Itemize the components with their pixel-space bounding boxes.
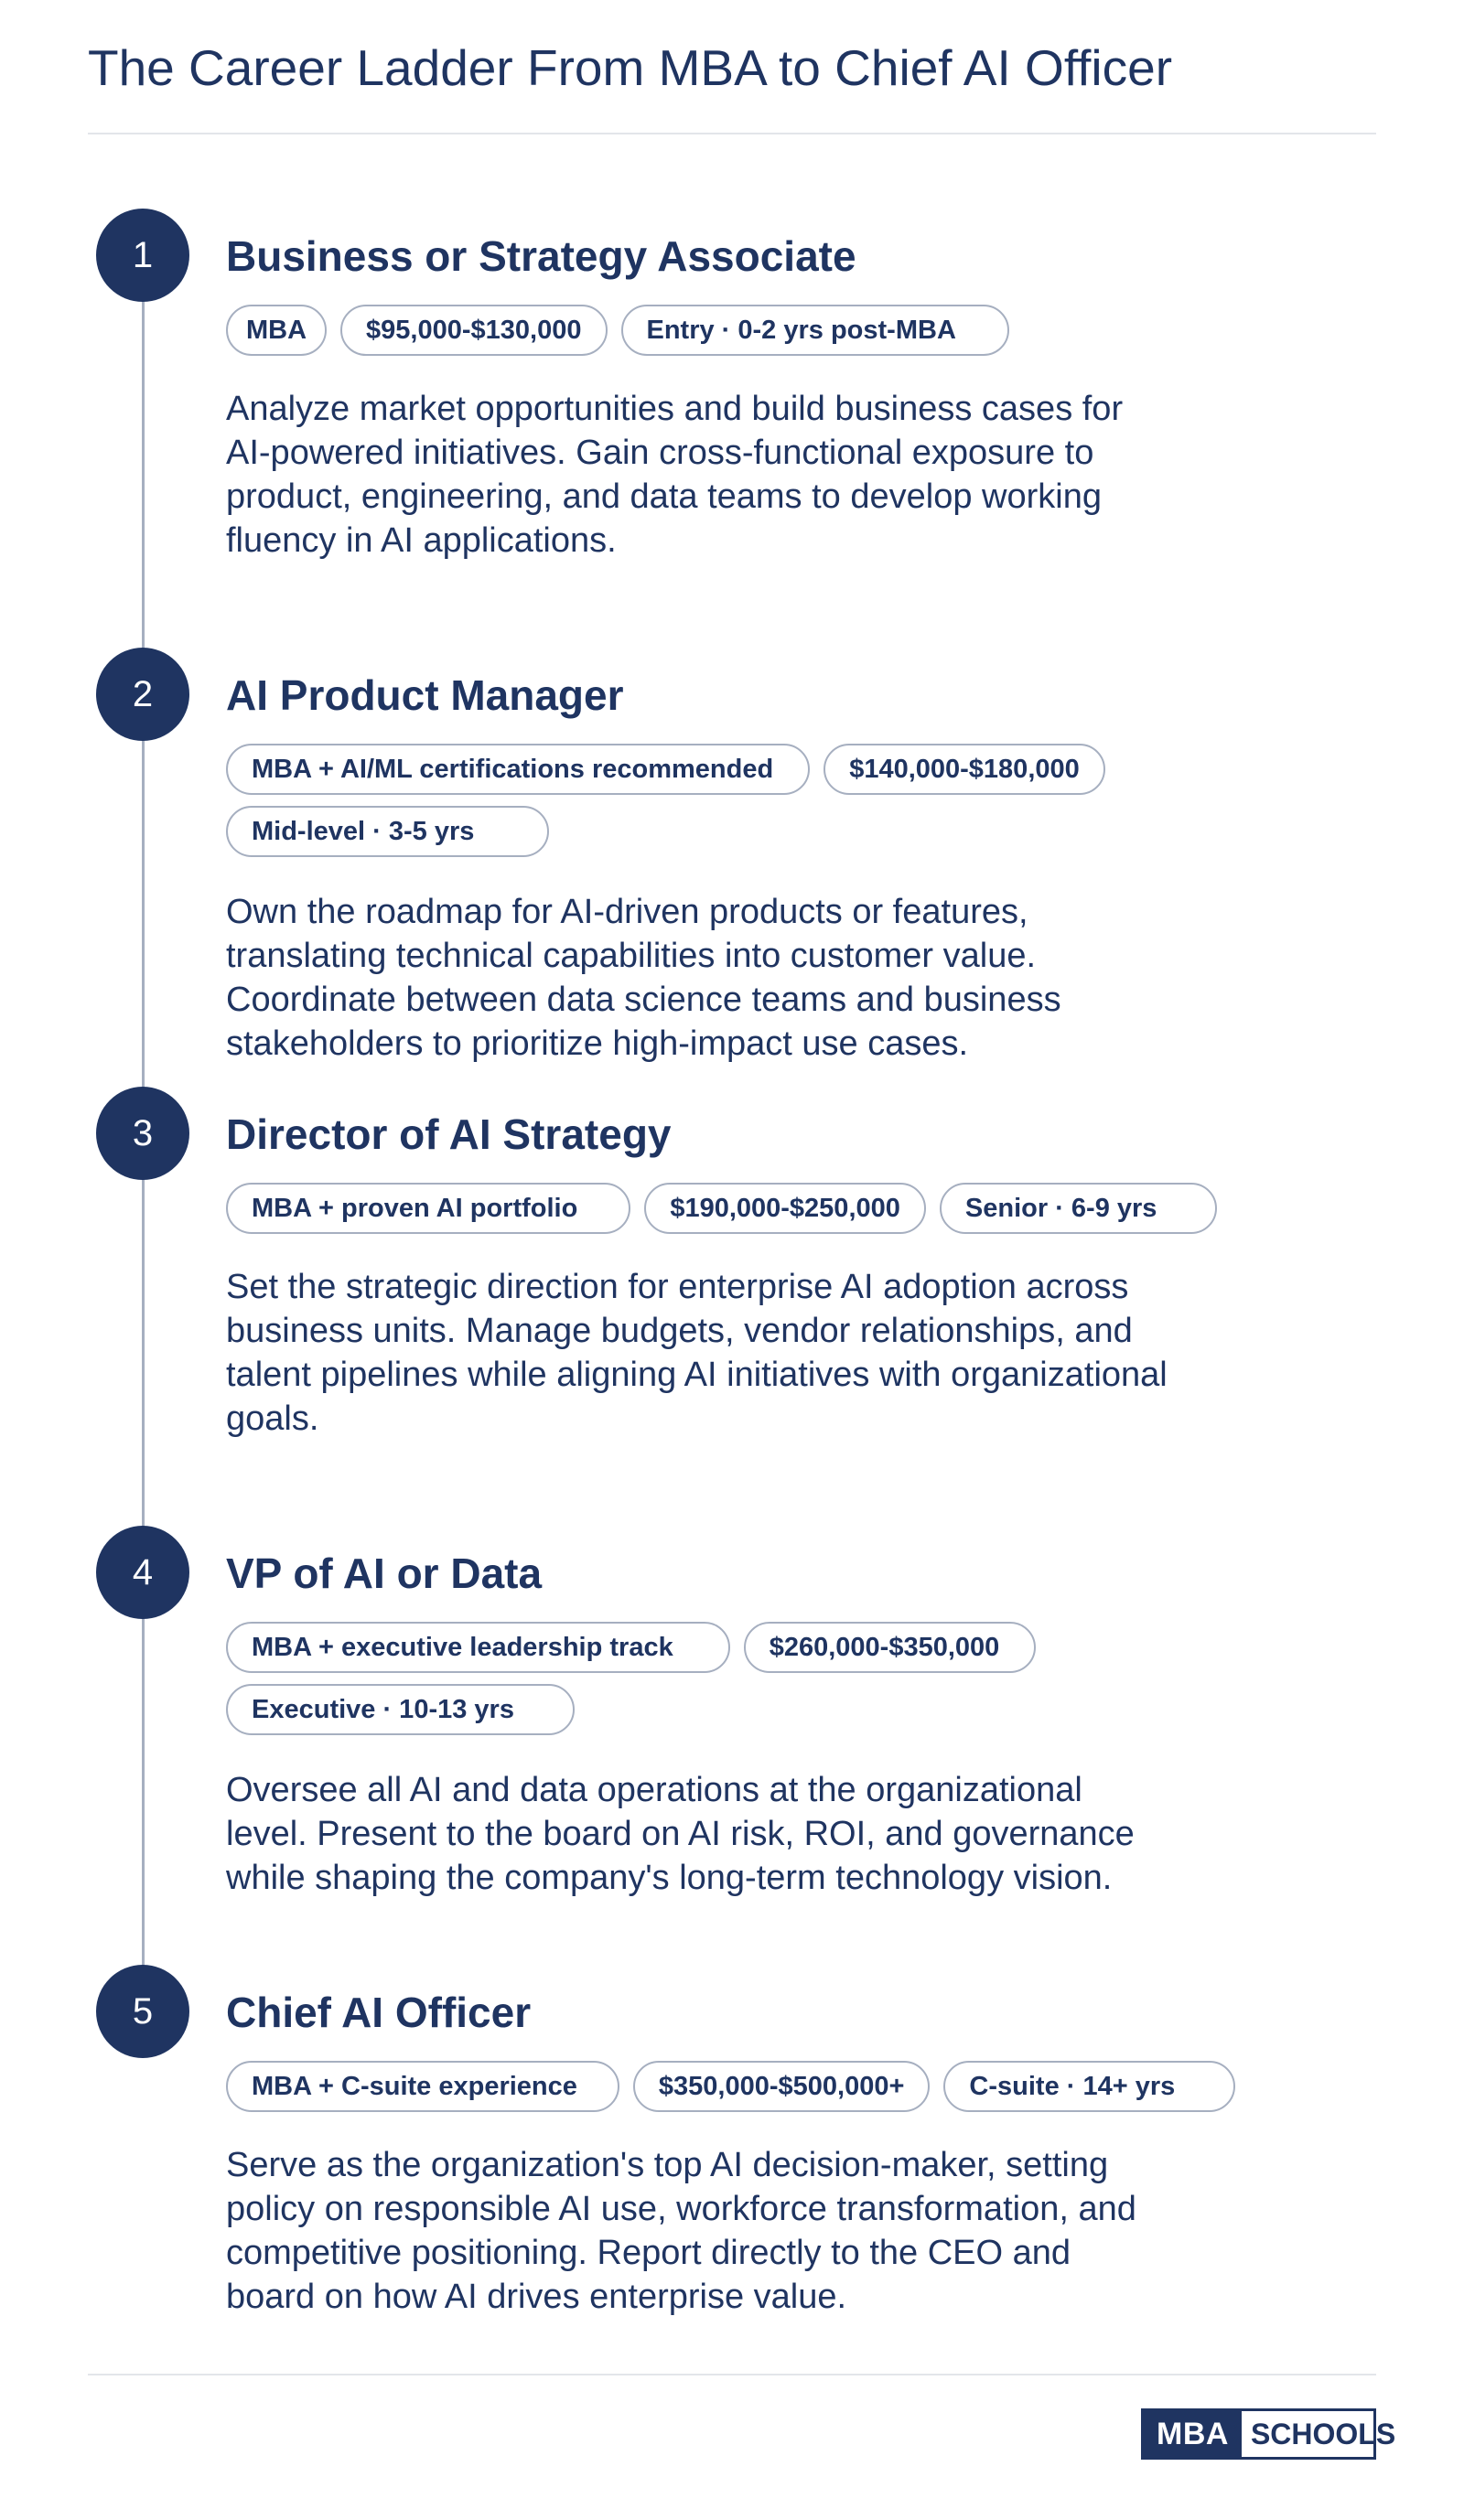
education-tag: MBA + executive leadership track: [226, 1622, 730, 1673]
step-title: Director of AI Strategy: [226, 1110, 672, 1158]
step-number-badge: 2: [96, 648, 189, 741]
tag-row: [226, 305, 1278, 356]
step-description: Analyze market opportunities and build business cases for AI-powered initiatives. Gain cross-functional exposure to product, engineering, and data teams to develop working fluency in AI applications.: [226, 390, 1124, 560]
tag-group: [226, 1183, 1278, 1245]
bottom-divider: [88, 2374, 1376, 2375]
logo-mba-block: MBA: [1144, 2411, 1242, 2457]
mba-schools-logo: [1141, 2408, 1396, 2460]
education-tag: MBA + proven AI portfolio: [226, 1183, 630, 1234]
tag-group: [226, 1622, 1278, 1746]
tag-row: [226, 806, 1278, 857]
salary-tag: $260,000-$350,000: [744, 1622, 1037, 1673]
level-tag: Senior · 6-9 yrs: [940, 1183, 1218, 1234]
tag-group: [226, 305, 1278, 367]
step-number-badge: 3: [96, 1087, 189, 1180]
level-tag: Mid-level · 3-5 yrs: [226, 806, 549, 857]
step-description: Own the roadmap for AI-driven products or features, translating technical capabilities into customer value. Coordinate between data science teams and business stakeholders to prioritize high-impact use cases.: [226, 893, 1061, 1063]
step-description: Serve as the organization's top AI decision-maker, setting policy on responsible AI use, workforce transformation, and competitive positioning. Report directly to the CEO and board on how AI drives enterprise value.: [226, 2146, 1136, 2316]
tag-row: [226, 1684, 1278, 1735]
step-description: Set the strategic direction for enterprise AI adoption across business units. Manage budgets, vendor relationships, and talent pipelines while aligning AI initiatives with organizational goals.: [226, 1268, 1168, 1438]
page-title: The Career Ladder From MBA to Chief AI Officer: [88, 39, 1173, 96]
tag-group: [226, 2061, 1278, 2123]
level-tag: Entry · 0-2 yrs post-MBA: [621, 305, 1009, 356]
step-title: AI Product Manager: [226, 671, 624, 719]
education-tag: MBA + AI/ML certifications recommended: [226, 744, 810, 795]
step-title: VP of AI or Data: [226, 1550, 543, 1597]
step-number-badge: 4: [96, 1526, 189, 1619]
education-tag: MBA: [226, 305, 327, 356]
tag-row: [226, 2061, 1278, 2112]
step-title: Business or Strategy Associate: [226, 232, 856, 280]
tag-row: [226, 1622, 1278, 1673]
salary-tag: $350,000-$500,000+: [633, 2061, 931, 2112]
step-number-badge: 1: [96, 209, 189, 302]
tag-group: [226, 744, 1278, 868]
step-description: Oversee all AI and data operations at the organizational level. Present to the board on AI risk, ROI, and governance while shaping the company's long-term technology vision.: [226, 1771, 1135, 1897]
top-divider: [88, 133, 1376, 134]
level-tag: Executive · 10-13 yrs: [226, 1684, 575, 1735]
salary-tag: $95,000-$130,000: [340, 305, 607, 356]
logo-schools-text: SCHOOLS: [1250, 2417, 1396, 2450]
step-title: Chief AI Officer: [226, 1989, 532, 2036]
tag-row: [226, 1183, 1278, 1234]
tag-row: [226, 744, 1278, 795]
level-tag: C-suite · 14+ yrs: [943, 2061, 1235, 2112]
step-number-badge: 5: [96, 1965, 189, 2058]
salary-tag: $140,000-$180,000: [824, 744, 1105, 795]
salary-tag: $190,000-$250,000: [644, 1183, 926, 1234]
education-tag: MBA + C-suite experience: [226, 2061, 619, 2112]
